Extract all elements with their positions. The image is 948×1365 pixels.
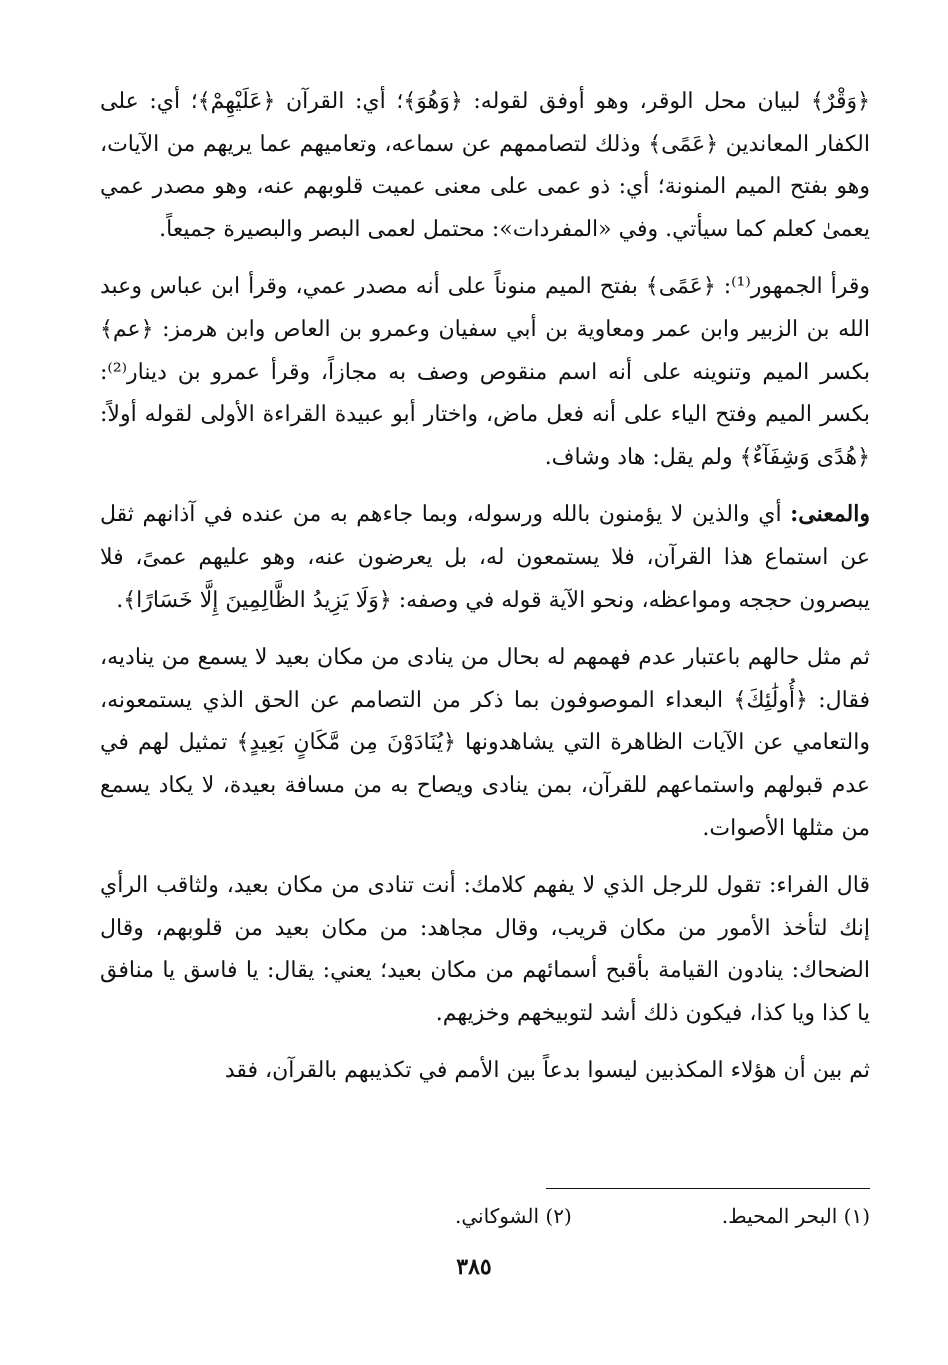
footnotes xyxy=(310,1198,870,1234)
paragraph-4-text: ثم مثل حالهم باعتبار عدم فهمهم له بحال من ينادى من مكان بعيد لا يسمع من يناديه، فقال: ﴿أُولَٰئِكَ﴾ البعداء الموصوفون بما ذكر من التصامم عن الحق الذي يستمعونه، والتعامي عن الآيات الظاهرة التي يشاهدونها ﴿يُنَادَوْنَ مِن مَّكَانٍ بَعِيدٍ﴾ تمثيل لهم في عدم قبولهم واستماعهم للقرآن، بمن ينادى ويصاح به من مسافة بعيدة، لا يكاد يسمع من مثلها الأصوات. xyxy=(100,645,870,841)
paragraph-4 xyxy=(100,636,870,850)
footnote-2: (٢) الشوكاني. xyxy=(455,1204,572,1228)
paragraph-3-lead: والمعنى: xyxy=(790,501,870,528)
paragraph-1 xyxy=(100,80,870,251)
page-number: ٣٨٥ xyxy=(456,1254,492,1280)
paragraph-6 xyxy=(100,1049,870,1093)
footnote-1: (١) البحر المحيط. xyxy=(721,1204,870,1228)
paragraph-1-text: ﴿وَقْرٌ﴾ لبيان محل الوقر، وهو أوفق لقوله: ﴿وَهُوَ﴾؛ أي: القرآن ﴿عَلَيْهِمْ﴾؛ أي: على الكفار المعاندين ﴿عَمًى﴾ وذلك لتصاممهم عن سماعه، وتعاميهم عما يريهم من الآيات، وهو بفتح الميم المنونة؛ أي: ذو عمى على معنى عميت قلوبهم عنه، وهو مصدر عمي يعمىٰ كعلم كما سيأتي. وفي «المفردات»: محتمل لعمى البصر والبصيرة جميعاً. xyxy=(100,89,870,242)
page-body xyxy=(100,80,870,1093)
paragraph-2 xyxy=(100,265,870,479)
paragraph-6-text: ثم بين أن هؤلاء المكذبين ليسوا بدعاً بين الأمم في تكذيبهم بالقرآن، فقد xyxy=(224,1058,870,1084)
paragraph-5-text: قال الفراء: تقول للرجل الذي لا يفهم كلامك: أنت تنادى من مكان بعيد، ولثاقب الرأي إنك لتأخذ الأمور من مكان قريب، وقال مجاهد: من مكان بعيد من قلوبهم، وقال الضحاك: ينادون القيامة بأقبح أسمائهم من مكان بعيد؛ يعني: يقال: يا فاسق يا منافق يا كذا ويا كذا، فيكون ذلك أشد لتوبيخهم وخزيهم. xyxy=(100,873,870,1026)
footnote-separator xyxy=(546,1188,870,1189)
paragraph-3-text: أي والذين لا يؤمنون بالله ورسوله، وبما جاءهم به من عنده في آذانهم ثقل عن استماع هذا القرآن، فلا يستمعون له، بل يعرضون عنه، وهو عليهم عمىً، فلا يبصرون حججه ومواعظه، ونحو الآية قوله في وصفه: ﴿وَلَا يَزِيدُ الظَّالِمِينَ إِلَّا خَسَارًا﴾. xyxy=(100,502,870,613)
paragraph-5 xyxy=(100,864,870,1035)
paragraph-3 xyxy=(100,493,870,622)
paragraph-2-text: وقرأ الجمهور⁽¹⁾: ﴿عَمًى﴾ بفتح الميم منوناً على أنه مصدر عمي، وقرأ ابن عباس وعبد الله بن الزبير وابن عمر ومعاوية بن أبي سفيان وعمرو بن العاص وابن هرمز: ﴿عم﴾ بكسر الميم وتنوينه على أنه اسم منقوص وصف به مجازاً، وقرأ عمرو بن دينار⁽²⁾: بكسر الميم وفتح الياء على أنه فعل ماض، واختار أبو عبيدة القراءة الأولى لقوله أولاً: ﴿هُدًى وَشِفَآءٌ﴾ ولم يقل: هاد وشاف. xyxy=(100,274,870,470)
